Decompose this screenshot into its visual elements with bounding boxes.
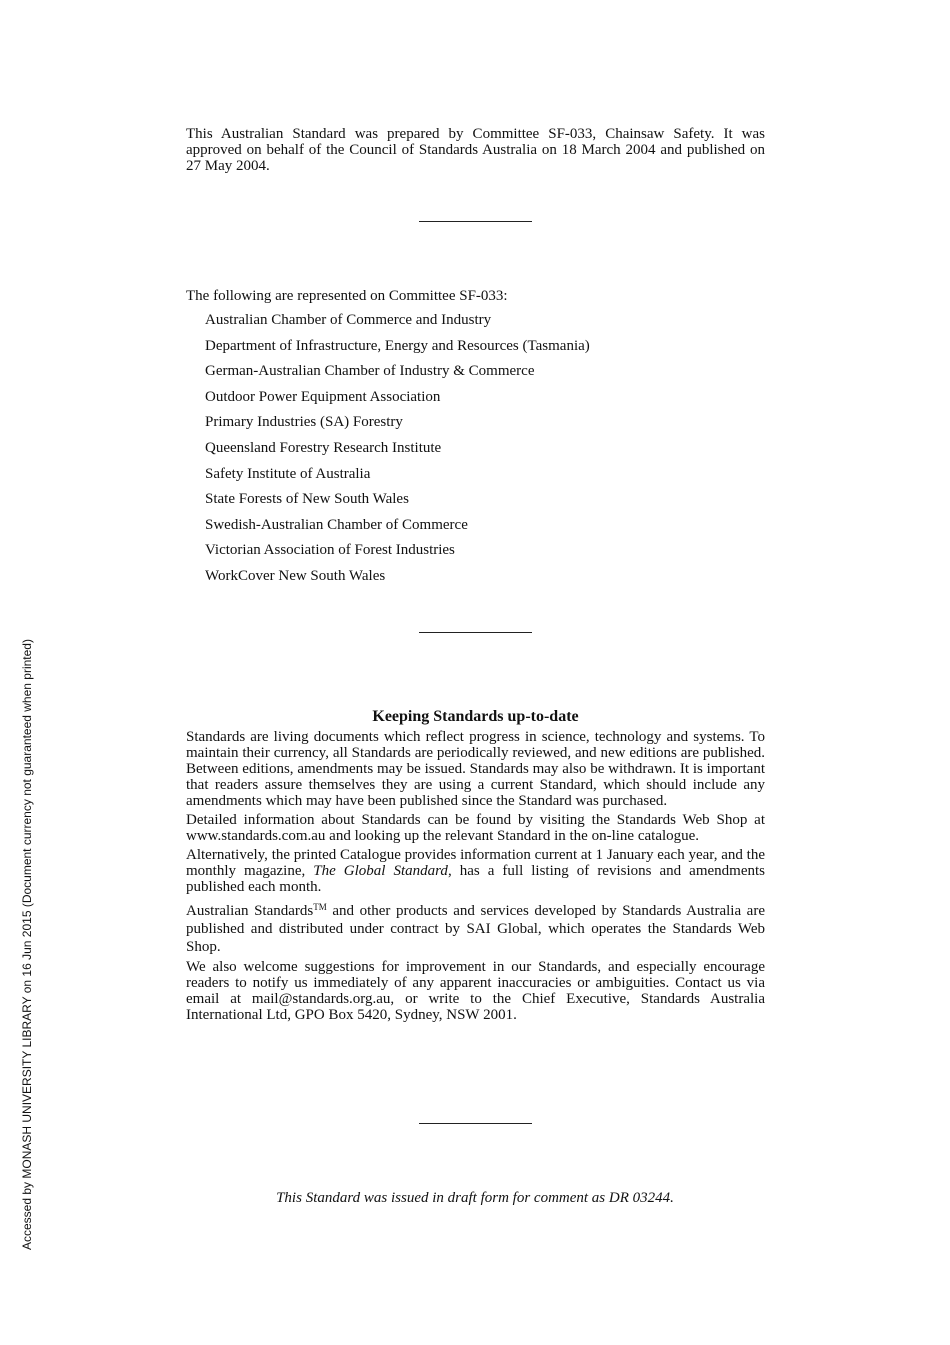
intro-paragraph: This Australian Standard was prepared by Committee SF-033, Chainsaw Safety. It was approved on behalf of the Council of Standards Australia on 18 March 2004 and published on 27 May 2004. — [186, 126, 765, 174]
divider-rule — [419, 1123, 532, 1124]
divider-rule — [419, 221, 532, 222]
committee-member: Queensland Forestry Research Institute — [205, 439, 442, 456]
sai-text-end: and other products and services developed by Standards Australia are published and distributed under contract by SAI Global, which operates the Standards Web Shop. — [186, 903, 765, 955]
committee-member-list — [205, 311, 590, 593]
committee-member: Swedish-Australian Chamber of Commerce — [205, 516, 468, 533]
trademark-mark: TM — [313, 902, 327, 912]
committee-member: Safety Institute of Australia — [205, 465, 371, 482]
magazine-title: The Global Standard — [313, 863, 448, 879]
committee-heading: The following are represented on Committee SF-033: — [186, 288, 508, 304]
paragraph-living-documents: Standards are living documents which reflect progress in science, technology and systems. To maintain their currency, all Standards are periodically reviewed, and new editions are published. Between editions, amendments may be issued. Standards may also be withdrawn. It is important that readers assure themselves they are using a current Standard, which should include any amendments which may have been published since the Standard was purchased. — [186, 729, 765, 809]
committee-member: Outdoor Power Equipment Association — [205, 388, 441, 405]
access-watermark: Accessed by MONASH UNIVERSITY LIBRARY on 16 Jun 2015 (Document currency not guaranteed when printed) — [20, 639, 34, 1250]
catalogue-text-start: Alternatively, the printed Catalogue provides information current at 1 January each year, and the monthly magazine, — [186, 847, 765, 879]
committee-member: Australian Chamber of Commerce and Industry — [205, 312, 492, 328]
paragraph-web-shop: Detailed information about Standards can be found by visiting the Standards Web Shop at www.standards.com.au and looking up the relevant Standard in the on-line catalogue. — [186, 812, 765, 844]
committee-member: Primary Industries (SA) Forestry — [205, 414, 403, 431]
paragraph-catalogue — [186, 847, 765, 895]
paragraph-suggestions: We also welcome suggestions for improvement in our Standards, and especially encourage readers to notify us immediately of any apparent inaccuracies or ambiguities. Contact us via email at mail@standards.org.au, or write to the Chief Executive, Standards Australia International Ltd, GPO Box 5420, Sydney, NSW 2001. — [186, 959, 765, 1023]
sai-text-start: Australian Standards — [186, 903, 314, 919]
committee-member: German-Australian Chamber of Industry & Commerce — [205, 363, 535, 380]
committee-member: Victorian Association of Forest Industries — [205, 542, 455, 559]
draft-note: This Standard was issued in draft form for comment as DR 03244. — [276, 1190, 674, 1206]
divider-rule — [419, 632, 532, 633]
section-title: Keeping Standards up-to-date — [372, 708, 579, 725]
committee-member: WorkCover New South Wales — [205, 567, 386, 584]
committee-member: State Forests of New South Wales — [205, 491, 409, 508]
catalogue-text-end: , has a full listing of revisions and amendments published each month. — [186, 863, 765, 895]
committee-member: Department of Infrastructure, Energy and Resources (Tasmania) — [205, 337, 590, 354]
keeping-standards-section — [186, 707, 765, 1026]
paragraph-sai-global — [186, 898, 765, 956]
intro-block — [186, 126, 765, 174]
